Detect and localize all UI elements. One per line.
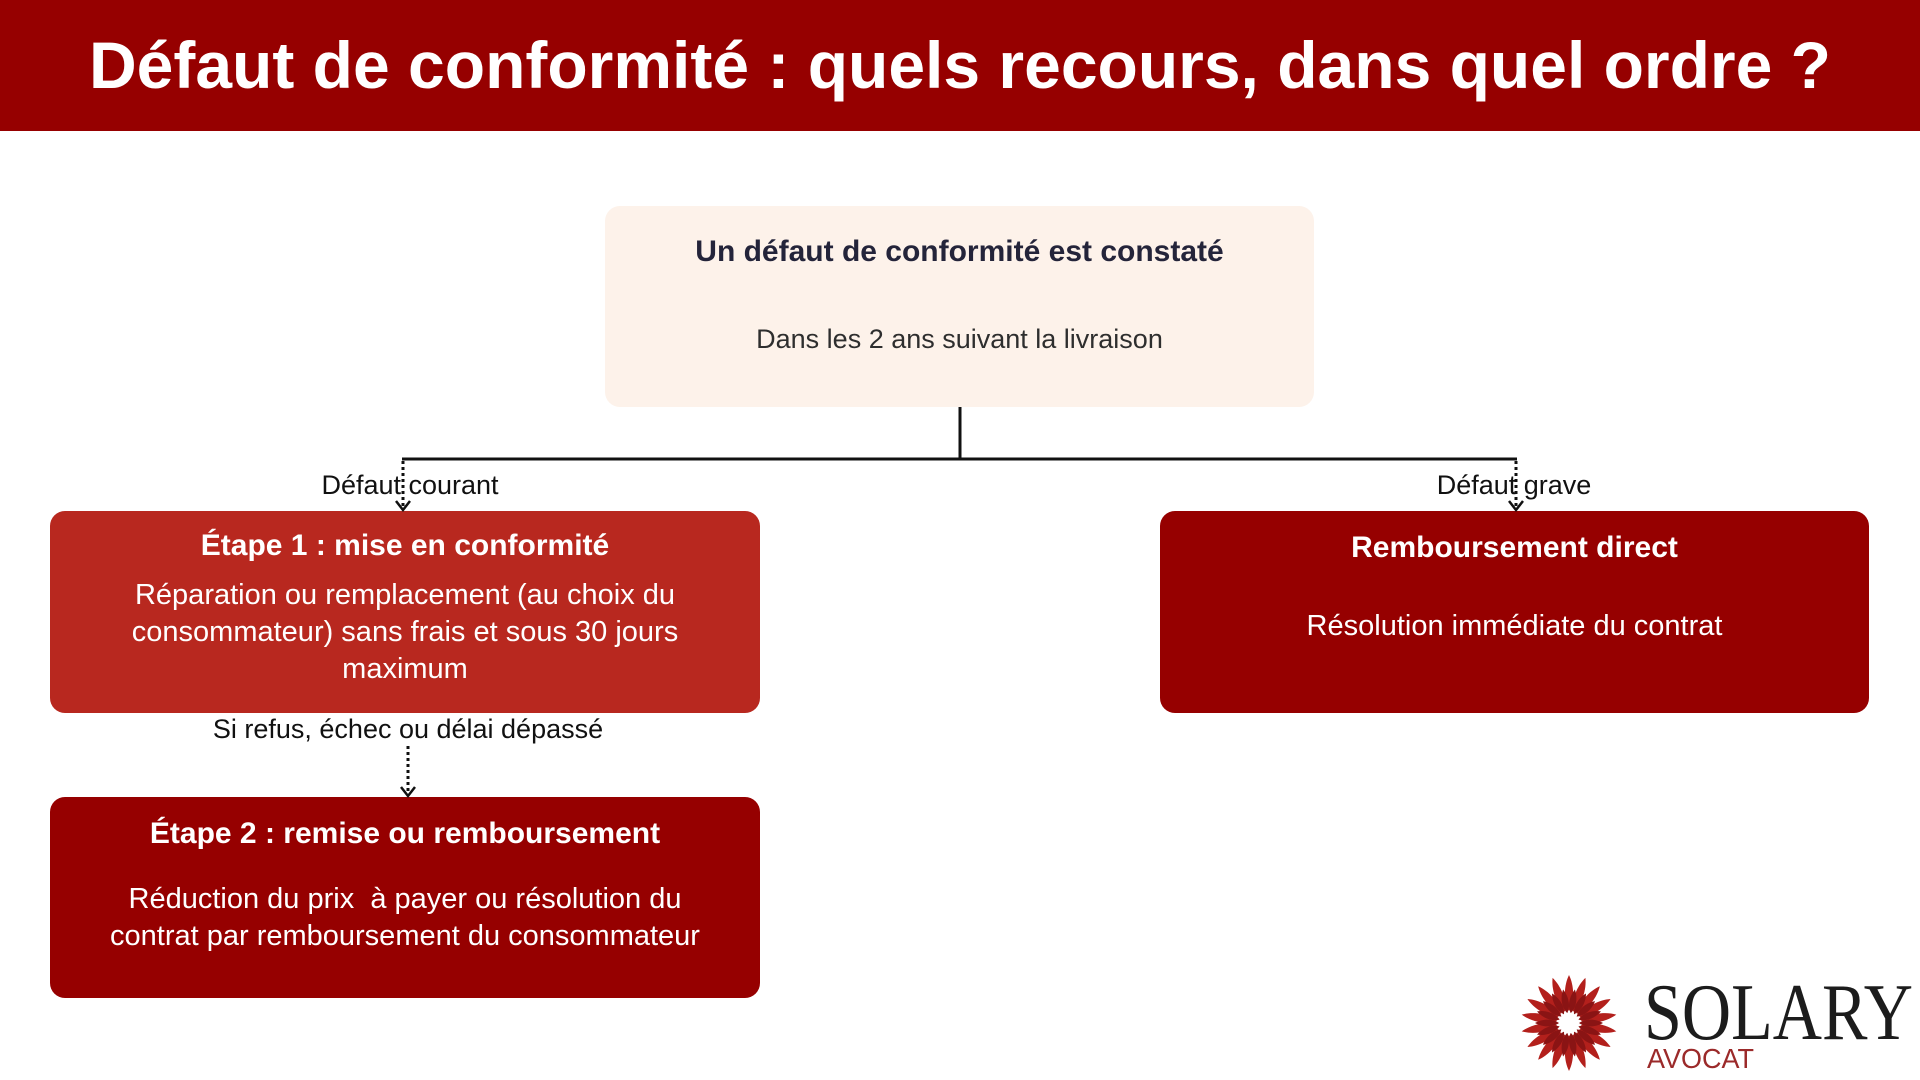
- step2-description: Réduction du prix à payer ou résolution du contrat par remboursement du consommateur: [110, 883, 700, 952]
- root-box-title: Un défaut de conformité est constaté: [695, 235, 1224, 268]
- step1-description: Réparation ou remplacement (au choix du consommateur) sans frais et sous 30 jours maximum: [131, 579, 687, 685]
- root-box-defaut-constate: [605, 206, 1314, 407]
- logo-tagline: AVOCAT: [1647, 1043, 1754, 1074]
- direct-box-remboursement-direct: [1160, 511, 1869, 713]
- root-box-subtitle: Dans les 2 ans suivant la livraison: [756, 324, 1163, 354]
- logo-name: SOLARY: [1644, 969, 1913, 1057]
- page-title: Défaut de conformité : quels recours, dans quel ordre ?: [89, 28, 1831, 102]
- direct-description: Résolution immédiate du contrat: [1306, 610, 1723, 642]
- step1-title: Étape 1 : mise en conformité: [200, 529, 610, 562]
- step2-title: Étape 2 : remise ou remboursement: [149, 817, 661, 850]
- sunburst-icon: [1520, 974, 1618, 1072]
- branch-label-defaut-grave: Défaut grave: [1436, 470, 1592, 500]
- escalation-label: Si refus, échec ou délai dépassé: [212, 714, 604, 744]
- logo-center: [1559, 1013, 1579, 1033]
- direct-title: Remboursement direct: [1351, 531, 1678, 564]
- title-banner: [0, 0, 1920, 131]
- logo-wordmark: [1640, 968, 1915, 1076]
- step2-box-remise-remboursement: [50, 797, 760, 998]
- arrow-to-step2: [401, 746, 415, 796]
- branch-label-defaut-courant: Défaut courant: [321, 470, 499, 500]
- step1-box-mise-en-conformite: [50, 511, 760, 713]
